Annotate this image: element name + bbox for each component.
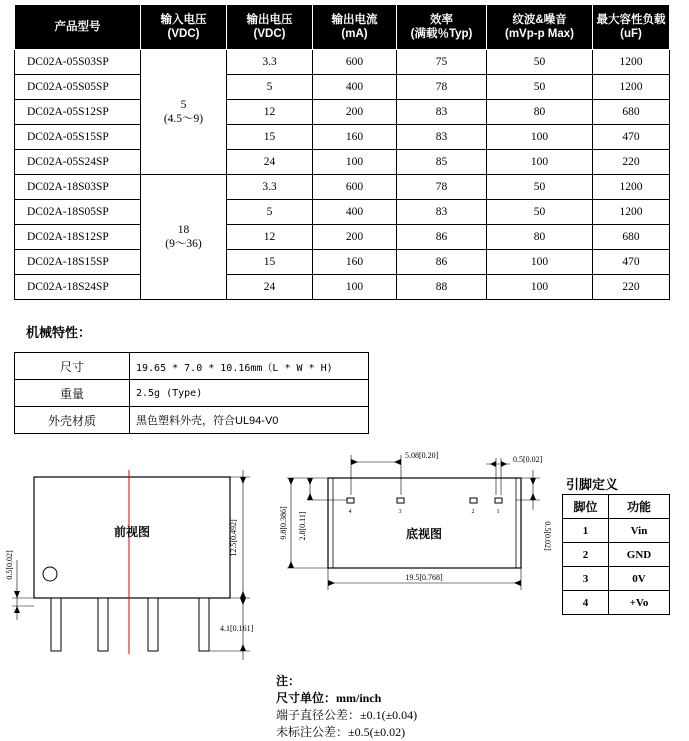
model-cell: DC02A-18S15SP (15, 250, 141, 275)
pin-number: 3 (398, 509, 402, 515)
table-row (15, 225, 670, 250)
table-row (15, 200, 670, 225)
pin-number-cell: 4 (563, 591, 609, 615)
front-pin (51, 598, 61, 651)
table-row (15, 50, 670, 75)
mech-key: 尺寸 (15, 353, 130, 380)
front-view-label: 前视图 (113, 525, 151, 539)
pin-func-cell: 0V (609, 567, 670, 591)
pin-number-cell: 3 (563, 567, 609, 591)
table-row (15, 250, 670, 275)
thick-dim: 0.5[0.02] (543, 521, 552, 551)
pin-header-row (563, 495, 670, 519)
pin-number: 4 (348, 509, 352, 515)
mech-value: 黑色塑料外壳，符合UL94-V0 (130, 407, 369, 434)
vout-cell: 3.3 (227, 50, 313, 75)
front-pin (148, 598, 158, 651)
vout-cell: 15 (227, 250, 313, 275)
ripple-cell: 100 (487, 250, 593, 275)
efficiency-cell: 75 (397, 50, 487, 75)
pin-number: 1 (496, 509, 500, 515)
mech-value: 2.5g (Type) (130, 380, 369, 407)
pitch-dim: 5.08[0.20] (405, 451, 439, 460)
col-header-iout: 输出电流 (mA) (313, 5, 397, 50)
mech-row-material (15, 407, 369, 434)
vin-group-cell: 18 (9～36) (141, 175, 227, 300)
front-pin (199, 598, 209, 651)
pin-pad (470, 498, 477, 503)
pin-number: 2 (471, 509, 475, 515)
iout-cell: 600 (313, 175, 397, 200)
mech-key: 重量 (15, 380, 130, 407)
pin-number-cell: 2 (563, 543, 609, 567)
model-cell: DC02A-05S03SP (15, 50, 141, 75)
iout-cell: 160 (313, 125, 397, 150)
col-header-vin: 输入电压 (VDC) (141, 5, 227, 50)
ripple-cell: 80 (487, 100, 593, 125)
vout-cell: 5 (227, 75, 313, 100)
model-cell: DC02A-05S05SP (15, 75, 141, 100)
model-cell: DC02A-18S24SP (15, 275, 141, 300)
table-row (15, 75, 670, 100)
cap-cell: 1200 (593, 50, 670, 75)
col-header-ripple: 纹波&噪音 (mVp-p Max) (487, 5, 593, 50)
pin1-marker (43, 567, 57, 581)
bottom-height-dim: 9.8[0.386] (279, 506, 288, 540)
mechanical-title: 机械特性： (26, 325, 92, 340)
ripple-cell: 100 (487, 275, 593, 300)
iout-cell: 400 (313, 200, 397, 225)
table-row (15, 275, 670, 300)
pin-row (563, 567, 670, 591)
notes-heading: 注： (276, 674, 301, 688)
col-header-model: 产品型号 (15, 5, 141, 50)
mech-key: 外壳材质 (15, 407, 130, 434)
bottom-view-body (328, 478, 521, 568)
efficiency-cell: 83 (397, 100, 487, 125)
iout-cell: 100 (313, 150, 397, 175)
pin-definition-title: 引脚定义 (566, 477, 619, 492)
cap-cell: 470 (593, 125, 670, 150)
efficiency-cell: 78 (397, 75, 487, 100)
front-gap-dim: 0.5[0.02] (5, 550, 14, 580)
efficiency-cell: 83 (397, 125, 487, 150)
front-pin (98, 598, 108, 651)
vout-cell: 24 (227, 150, 313, 175)
cap-cell: 680 (593, 225, 670, 250)
iout-cell: 160 (313, 250, 397, 275)
pin-pad (347, 498, 354, 503)
front-pin-length-dim: 4.1[0.161] (220, 624, 254, 633)
iout-cell: 400 (313, 75, 397, 100)
pin-definition-table (562, 494, 670, 615)
pin-row (563, 591, 670, 615)
mech-row-size (15, 353, 369, 380)
mechanical-table (14, 352, 369, 434)
spec-header-row (15, 5, 670, 50)
table-row (15, 175, 670, 200)
iout-cell: 200 (313, 225, 397, 250)
vout-cell: 5 (227, 200, 313, 225)
row-dim: 2.8[0.11] (298, 511, 307, 541)
notes (276, 673, 417, 741)
col-header-vout: 输出电压 (VDC) (227, 5, 313, 50)
pin-pad (397, 498, 404, 503)
col-header-cap-load: 最大容性负载 (uF) (593, 5, 670, 50)
model-cell: DC02A-18S05SP (15, 200, 141, 225)
efficiency-cell: 86 (397, 225, 487, 250)
pin-func-cell: Vin (609, 519, 670, 543)
notes-tolerance-general: 未标注公差：±0.5(±0.02) (276, 725, 406, 739)
col-header-efficiency: 效率 (满载％Typ) (397, 5, 487, 50)
efficiency-cell: 83 (397, 200, 487, 225)
notes-unit: 尺寸单位：mm/inch (276, 691, 382, 705)
spec-table (14, 4, 670, 300)
pin-row (563, 543, 670, 567)
efficiency-cell: 78 (397, 175, 487, 200)
pin-func-cell: GND (609, 543, 670, 567)
cap-cell: 470 (593, 250, 670, 275)
ripple-cell: 80 (487, 225, 593, 250)
efficiency-cell: 86 (397, 250, 487, 275)
ripple-cell: 50 (487, 50, 593, 75)
model-cell: DC02A-18S03SP (15, 175, 141, 200)
vout-cell: 3.3 (227, 175, 313, 200)
table-row (15, 125, 670, 150)
model-cell: DC02A-05S24SP (15, 150, 141, 175)
vout-cell: 12 (227, 225, 313, 250)
vin-group-cell: 5 (4.5～9) (141, 50, 227, 175)
vout-cell: 12 (227, 100, 313, 125)
front-height-dim: 12.5[0.492] (229, 519, 238, 557)
vout-cell: 15 (227, 125, 313, 150)
bottom-view-label: 底视图 (405, 527, 443, 541)
ripple-cell: 100 (487, 125, 593, 150)
model-cell: DC02A-18S12SP (15, 225, 141, 250)
table-row (15, 100, 670, 125)
mech-row-weight (15, 380, 369, 407)
width-dim: 19.5[0.768] (405, 573, 443, 582)
cap-cell: 1200 (593, 175, 670, 200)
ripple-cell: 100 (487, 150, 593, 175)
cap-cell: 1200 (593, 75, 670, 100)
vout-cell: 24 (227, 275, 313, 300)
pin-row (563, 519, 670, 543)
iout-cell: 600 (313, 50, 397, 75)
notes-tolerance-terminal: 端子直径公差：±0.1(±0.04) (276, 708, 418, 722)
iout-cell: 200 (313, 100, 397, 125)
mech-value: 19.65 * 7.0 * 10.16mm（L * W * H) (130, 353, 369, 380)
ripple-cell: 50 (487, 75, 593, 100)
bottom-view (279, 451, 552, 590)
iout-cell: 100 (313, 275, 397, 300)
cap-cell: 1200 (593, 200, 670, 225)
pin-func-cell: +Vo (609, 591, 670, 615)
pin-number-cell: 1 (563, 519, 609, 543)
model-cell: DC02A-05S12SP (15, 100, 141, 125)
func-header: 功能 (609, 495, 670, 519)
ripple-cell: 50 (487, 175, 593, 200)
ripple-cell: 50 (487, 200, 593, 225)
cap-cell: 680 (593, 100, 670, 125)
efficiency-cell: 85 (397, 150, 487, 175)
cap-cell: 220 (593, 275, 670, 300)
efficiency-cell: 88 (397, 275, 487, 300)
pin-width-dim: 0.5[0.02] (513, 455, 543, 464)
table-row (15, 150, 670, 175)
pin-pad (495, 498, 502, 503)
mechanical-drawings (0, 440, 560, 660)
pin-header: 脚位 (563, 495, 609, 519)
model-cell: DC02A-05S15SP (15, 125, 141, 150)
front-view (5, 470, 254, 660)
cap-cell: 220 (593, 150, 670, 175)
